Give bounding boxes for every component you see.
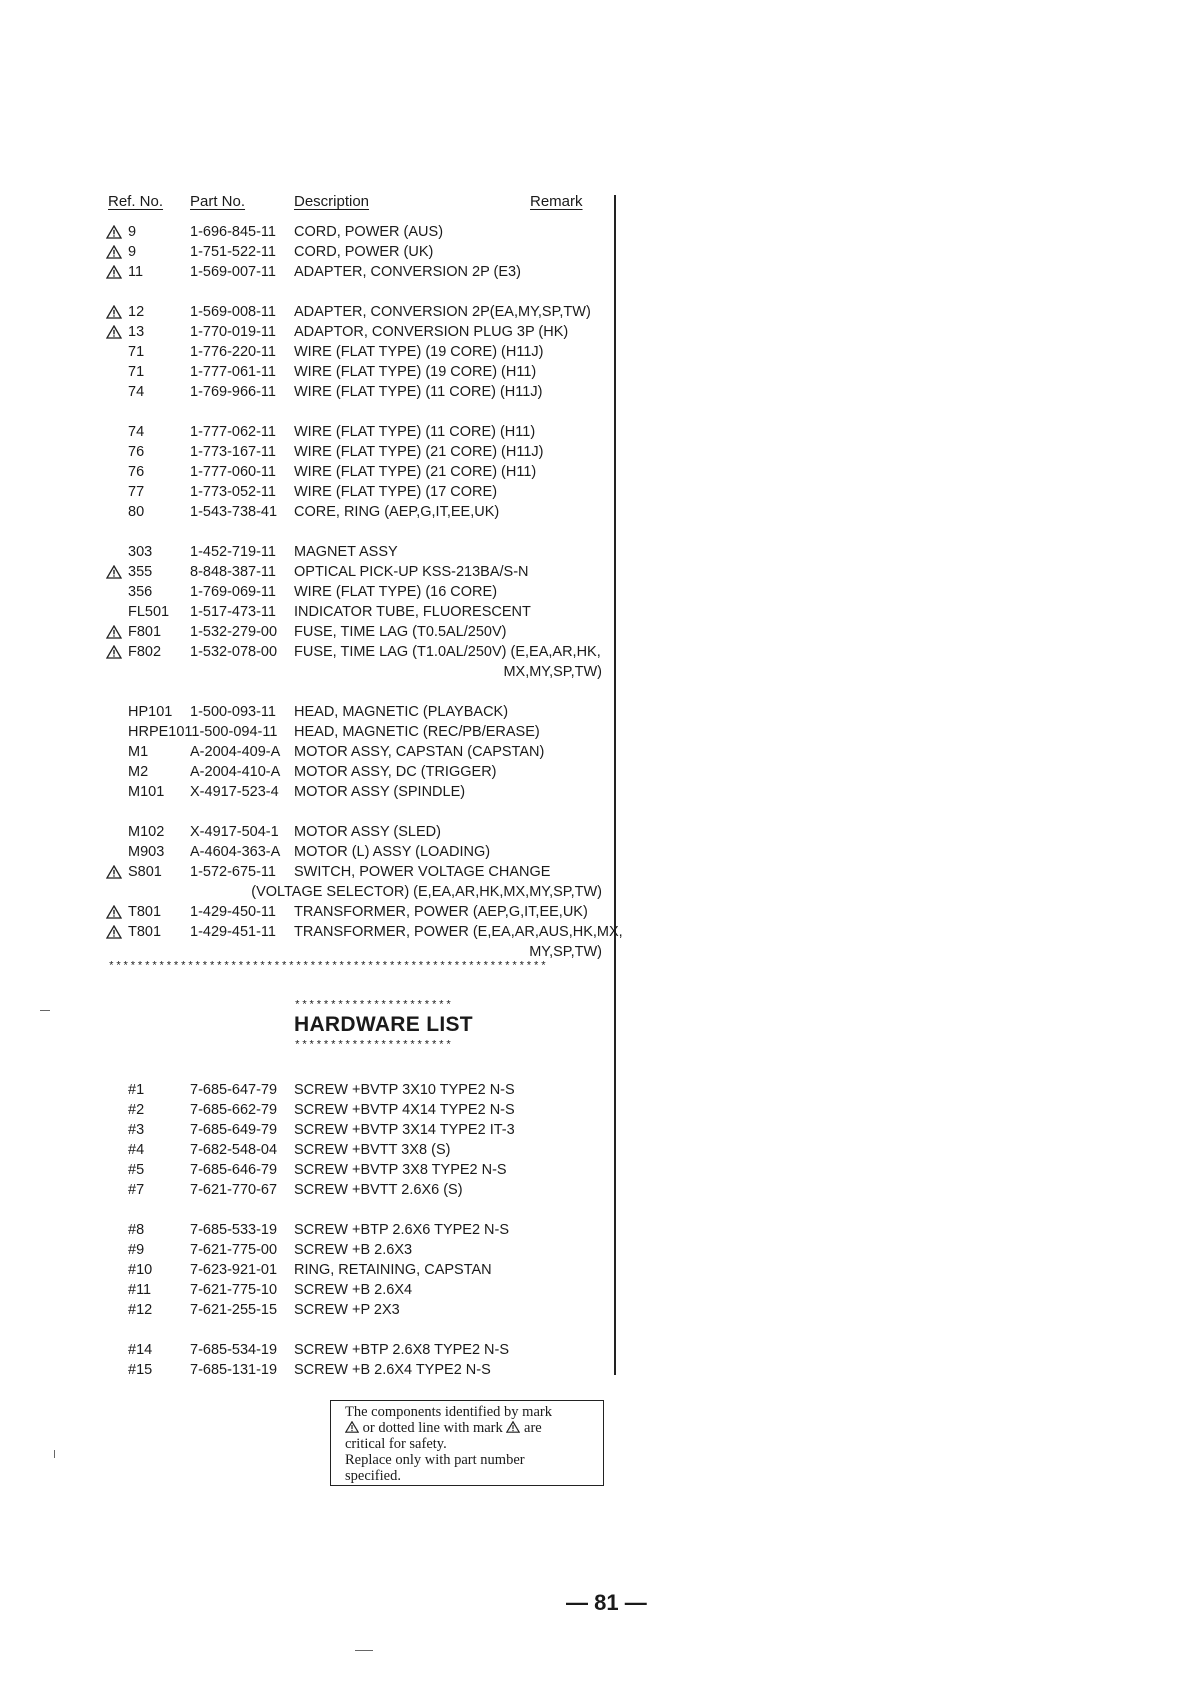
description: SCREW +BTP 2.6X8 TYPE2 N-S xyxy=(294,1342,510,1358)
table-row xyxy=(0,762,614,782)
description-continuation: MX,MY,SP,TW) xyxy=(503,664,602,680)
scan-mark xyxy=(40,1010,50,1011)
warning-triangle-icon xyxy=(106,322,124,342)
part-no: 7-685-646-79 xyxy=(190,1162,278,1178)
scan-mark xyxy=(54,1450,55,1458)
description: SCREW +BTP 2.6X6 TYPE2 N-S xyxy=(294,1222,510,1238)
ref-no: #7 xyxy=(128,1182,145,1198)
warning-triangle-icon xyxy=(106,902,124,922)
part-no: 1-429-451-11 xyxy=(190,924,276,940)
ref-no: #10 xyxy=(128,1262,153,1278)
description: SWITCH, POWER VOLTAGE CHANGE xyxy=(294,864,551,880)
part-no: 7-685-647-79 xyxy=(190,1082,278,1098)
table-row xyxy=(0,562,614,582)
description: MAGNET ASSY xyxy=(294,544,398,560)
part-no: 1-773-052-11 xyxy=(190,484,276,500)
page-number: — 81 — xyxy=(566,1590,647,1615)
ref-no: #4 xyxy=(128,1142,145,1158)
part-no: 7-685-534-19 xyxy=(190,1342,278,1358)
description: OPTICAL PICK-UP KSS-213BA/S-N xyxy=(294,564,529,580)
note-line: or dotted line with mark are xyxy=(345,1420,595,1436)
table-row xyxy=(0,582,614,602)
table-row xyxy=(0,302,614,322)
part-no: 7-685-131-19 xyxy=(190,1362,278,1378)
description: ADAPTER, CONVERSION 2P (E3) xyxy=(294,264,521,280)
description: WIRE (FLAT TYPE) (19 CORE) (H11) xyxy=(294,364,537,380)
ref-no: F802 xyxy=(128,644,162,660)
part-no: 1-532-078-00 xyxy=(190,644,278,660)
ref-no: 355 xyxy=(128,564,153,580)
description: WIRE (FLAT TYPE) (17 CORE) xyxy=(294,484,498,500)
table-row xyxy=(0,1140,614,1160)
table-row xyxy=(0,482,614,502)
table-row xyxy=(0,222,614,242)
part-no: 1-429-450-11 xyxy=(190,904,276,920)
description: SCREW +B 2.6X4 xyxy=(294,1282,413,1298)
table-row xyxy=(0,1080,614,1100)
note-line: specified. xyxy=(345,1468,401,1484)
table-row xyxy=(0,442,614,462)
ref-no: M101 xyxy=(128,784,165,800)
ref-no: #12 xyxy=(128,1302,153,1318)
separator-stars: ************************************************************* xyxy=(108,961,548,973)
part-no: 7-685-649-79 xyxy=(190,1122,278,1138)
warning-triangle-icon xyxy=(106,862,124,882)
hardware-list xyxy=(0,1080,614,1380)
table-row xyxy=(0,602,614,622)
part-no: 7-621-255-15 xyxy=(190,1302,278,1318)
part-no: A-2004-410-A xyxy=(190,764,281,780)
safety-note-box xyxy=(330,1400,604,1486)
part-no: 1-569-008-11 xyxy=(190,304,276,320)
description: MOTOR ASSY (SLED) xyxy=(294,824,441,840)
note-line: The components identified by mark xyxy=(345,1404,552,1420)
part-no: 1-777-060-11 xyxy=(190,464,276,480)
description: MOTOR ASSY, CAPSTAN (CAPSTAN) xyxy=(294,744,545,760)
description: SCREW +B 2.6X4 TYPE2 N-S xyxy=(294,1362,491,1378)
ref-no: F801 xyxy=(128,624,162,640)
table-row xyxy=(0,1260,614,1280)
part-no: 1-773-167-11 xyxy=(190,444,276,460)
table-row xyxy=(0,502,614,522)
ref-no: M1 xyxy=(128,744,149,760)
description: SCREW +BVTT 3X8 (S) xyxy=(294,1142,451,1158)
ref-no: M102 xyxy=(128,824,165,840)
ref-no: 9 xyxy=(128,244,137,260)
ref-no: 76 xyxy=(128,444,145,460)
description: WIRE (FLAT TYPE) (19 CORE) (H11J) xyxy=(294,344,544,360)
warning-triangle-icon xyxy=(345,1420,359,1436)
parts-list xyxy=(0,222,623,962)
ref-no: #1 xyxy=(128,1082,145,1098)
description: SCREW +BVTT 2.6X6 (S) xyxy=(294,1182,463,1198)
part-no: 1-532-279-00 xyxy=(190,624,278,640)
warning-triangle-icon xyxy=(106,642,124,662)
table-row xyxy=(0,1340,614,1360)
part-no: 1-452-719-11 xyxy=(190,544,276,560)
table-row xyxy=(0,1300,614,1320)
description: MOTOR (L) ASSY (LOADING) xyxy=(294,844,491,860)
ref-no: 71 xyxy=(128,344,145,360)
description: SCREW +BVTP 3X8 TYPE2 N-S xyxy=(294,1162,507,1178)
description: CORD, POWER (UK) xyxy=(294,244,434,260)
description: CORE, RING (AEP,G,IT,EE,UK) xyxy=(294,504,500,520)
hardware-stars-top: ********************** xyxy=(294,1000,453,1012)
warning-triangle-icon xyxy=(506,1420,520,1436)
table-row xyxy=(0,1280,614,1300)
description: WIRE (FLAT TYPE) (11 CORE) (H11) xyxy=(294,424,536,440)
warning-triangle-icon xyxy=(106,222,124,242)
table-row xyxy=(0,1240,614,1260)
table-row xyxy=(0,702,614,722)
ref-no: #14 xyxy=(128,1342,153,1358)
part-no: 7-621-775-10 xyxy=(190,1282,278,1298)
column-divider xyxy=(614,195,616,1375)
table-row xyxy=(0,1100,614,1120)
description: SCREW +BVTP 4X14 TYPE2 N-S xyxy=(294,1102,515,1118)
table-row xyxy=(0,362,614,382)
table-row xyxy=(0,862,614,882)
description: TRANSFORMER, POWER (E,EA,AR,AUS,HK,MX, xyxy=(294,924,623,940)
part-no: A-4604-363-A xyxy=(190,844,281,860)
warning-triangle-icon xyxy=(106,562,124,582)
ref-no: S801 xyxy=(128,864,162,880)
part-no: 1-769-069-11 xyxy=(190,584,276,600)
part-no: 1-770-019-11 xyxy=(190,324,276,340)
note-line: Replace only with part number xyxy=(345,1452,525,1468)
header-ref-no: Ref. No. xyxy=(108,193,164,210)
description-continuation: (VOLTAGE SELECTOR) (E,EA,AR,HK,MX,MY,SP,TW) xyxy=(251,884,602,900)
ref-no: #5 xyxy=(128,1162,145,1178)
part-no: 1-543-738-41 xyxy=(190,504,278,520)
warning-triangle-icon xyxy=(106,302,124,322)
ref-no: 9 xyxy=(128,224,137,240)
table-row xyxy=(0,922,623,942)
part-no: 7-685-662-79 xyxy=(190,1102,278,1118)
ref-no: 13 xyxy=(128,324,145,340)
ref-no: 356 xyxy=(128,584,153,600)
part-no: X-4917-504-1 xyxy=(190,824,279,840)
description: MOTOR ASSY, DC (TRIGGER) xyxy=(294,764,497,780)
ref-no: 11 xyxy=(128,264,144,280)
part-no: 7-621-775-00 xyxy=(190,1242,278,1258)
hardware-stars-bottom: ********************** xyxy=(294,1040,453,1052)
warning-triangle-icon xyxy=(106,242,124,262)
table-row xyxy=(0,782,614,802)
part-no: 8-848-387-11 xyxy=(190,564,276,580)
ref-no: 303 xyxy=(128,544,153,560)
description: CORD, POWER (AUS) xyxy=(294,224,444,240)
ref-no: M903 xyxy=(128,844,165,860)
ref-no: T801 xyxy=(128,924,162,940)
table-row xyxy=(0,242,614,262)
ref-no: FL501 xyxy=(128,604,170,620)
ref-no: 74 xyxy=(128,424,145,440)
part-no: 7-623-921-01 xyxy=(190,1262,278,1278)
description: SCREW +P 2X3 xyxy=(294,1302,400,1318)
part-no: 1-751-522-11 xyxy=(190,244,276,260)
table-row xyxy=(0,842,614,862)
table-row xyxy=(0,322,614,342)
part-no: 1-696-845-11 xyxy=(190,224,276,240)
table-row xyxy=(0,1220,614,1240)
ref-no: 80 xyxy=(128,504,145,520)
table-row xyxy=(0,1360,614,1380)
table-row xyxy=(0,262,614,282)
part-no: A-2004-409-A xyxy=(190,744,281,760)
table-row xyxy=(0,462,614,482)
scan-mark xyxy=(355,1650,373,1651)
description: FUSE, TIME LAG (T1.0AL/250V) (E,EA,AR,HK, xyxy=(294,644,601,660)
description: HEAD, MAGNETIC (PLAYBACK) xyxy=(294,704,509,720)
description: FUSE, TIME LAG (T0.5AL/250V) xyxy=(294,624,507,640)
ref-no: #3 xyxy=(128,1122,145,1138)
ref-no: 76 xyxy=(128,464,145,480)
ref-no: 12 xyxy=(128,304,145,320)
ref-no: T801 xyxy=(128,904,162,920)
part-no: 1-517-473-11 xyxy=(190,604,276,620)
description: INDICATOR TUBE, FLUORESCENT xyxy=(294,604,531,620)
part-no: 1-572-675-11 xyxy=(190,864,276,880)
description: WIRE (FLAT TYPE) (21 CORE) (H11) xyxy=(294,464,537,480)
description: SCREW +BVTP 3X14 TYPE2 IT-3 xyxy=(294,1122,515,1138)
header-remark: Remark xyxy=(530,193,583,210)
part-no: 1-777-062-11 xyxy=(190,424,276,440)
ref-no: #15 xyxy=(128,1362,153,1378)
table-row xyxy=(0,722,614,742)
table-row xyxy=(0,622,614,642)
table-row xyxy=(0,1180,614,1200)
description: MOTOR ASSY (SPINDLE) xyxy=(294,784,466,800)
description: SCREW +B 2.6X3 xyxy=(294,1242,413,1258)
ref-no: #2 xyxy=(128,1102,145,1118)
part-no: 1-776-220-11 xyxy=(190,344,276,360)
description: SCREW +BVTP 3X10 TYPE2 N-S xyxy=(294,1082,515,1098)
table-row xyxy=(0,902,614,922)
ref-no: 77 xyxy=(128,484,145,500)
description: ADAPTER, CONVERSION 2P(EA,MY,SP,TW) xyxy=(294,304,591,320)
table-row xyxy=(0,342,614,362)
part-no: X-4917-523-4 xyxy=(190,784,279,800)
table-row xyxy=(0,642,614,662)
description-continuation: MY,SP,TW) xyxy=(529,944,602,960)
description: WIRE (FLAT TYPE) (21 CORE) (H11J) xyxy=(294,444,544,460)
part-no: 1-769-966-11 xyxy=(190,384,276,400)
description: ADAPTOR, CONVERSION PLUG 3P (HK) xyxy=(294,324,569,340)
part-no: 7-685-533-19 xyxy=(190,1222,278,1238)
description: RING, RETAINING, CAPSTAN xyxy=(294,1262,492,1278)
part-no: 7-621-770-67 xyxy=(190,1182,278,1198)
description: WIRE (FLAT TYPE) (16 CORE) xyxy=(294,584,498,600)
ref-no: #9 xyxy=(128,1242,145,1258)
description: TRANSFORMER, POWER (AEP,G,IT,EE,UK) xyxy=(294,904,588,920)
part-no: 1-777-061-11 xyxy=(190,364,276,380)
description: WIRE (FLAT TYPE) (11 CORE) (H11J) xyxy=(294,384,543,400)
ref-no: #8 xyxy=(128,1222,145,1238)
ref-no: HRPE1011-500-094-11 xyxy=(128,724,278,740)
description: HEAD, MAGNETIC (REC/PB/ERASE) xyxy=(294,724,540,740)
table-row xyxy=(0,422,614,442)
table-row xyxy=(0,542,614,562)
part-no: 7-682-548-04 xyxy=(190,1142,278,1158)
ref-no: 74 xyxy=(128,384,145,400)
part-no: 1-569-007-11 xyxy=(190,264,276,280)
warning-triangle-icon xyxy=(106,922,124,942)
ref-no: M2 xyxy=(128,764,149,780)
table-row xyxy=(0,822,614,842)
header-part-no: Part No. xyxy=(190,193,246,210)
ref-no: #11 xyxy=(128,1282,152,1298)
part-no: 1-500-093-11 xyxy=(190,704,276,720)
table-row xyxy=(0,1120,614,1140)
table-row xyxy=(0,382,614,402)
warning-triangle-icon xyxy=(106,622,124,642)
table-row xyxy=(0,1160,614,1180)
ref-no: HP101 xyxy=(128,704,173,720)
note-line: critical for safety. xyxy=(345,1436,447,1452)
warning-triangle-icon xyxy=(106,262,124,282)
hardware-list-title: HARDWARE LIST xyxy=(294,1013,473,1036)
header-description: Description xyxy=(294,193,370,210)
table-row xyxy=(0,742,614,762)
ref-no: 71 xyxy=(128,364,145,380)
